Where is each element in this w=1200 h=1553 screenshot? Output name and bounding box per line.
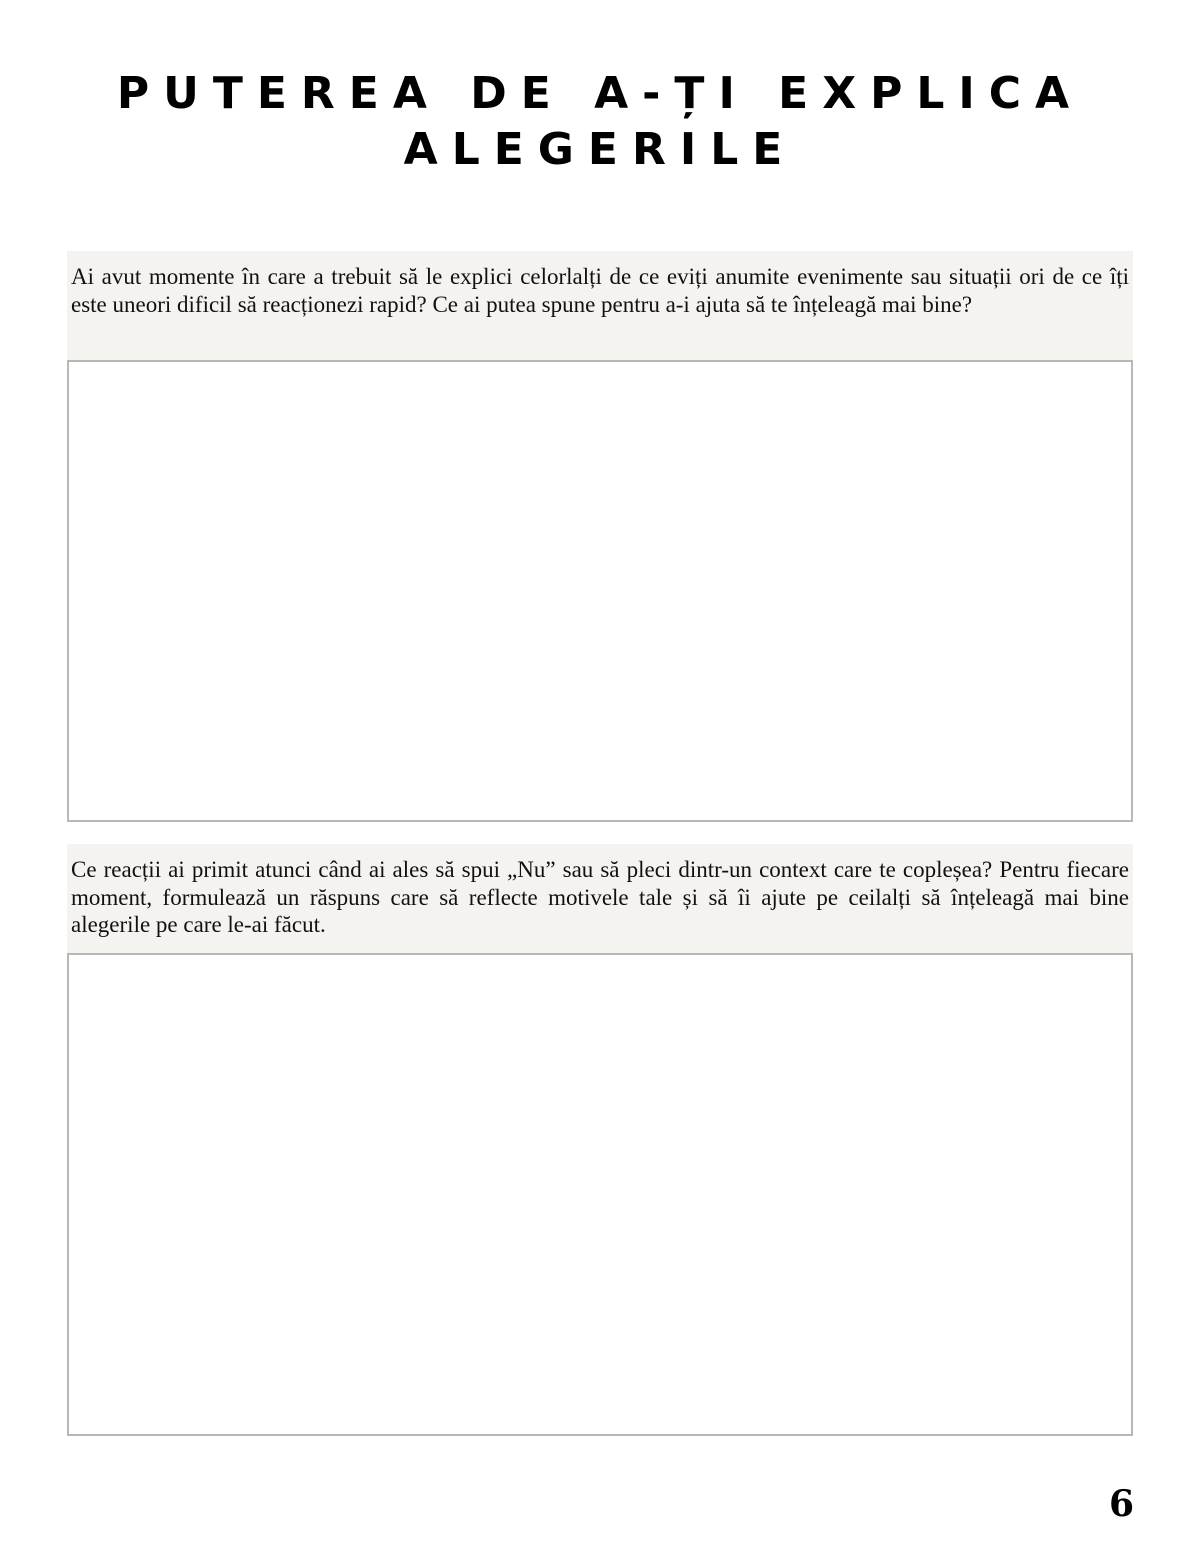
question-text-2: Ce reacții ai primit atunci când ai ales să spui „Nu” sau să pleci dintr-un context care te copleșea? Pentru fiecare moment, formulează un răspuns care să reflecte motivele tale și să îi ajute pe ceilalți să înțeleagă mai bine alegerile pe care le-ai făcut.: [71, 857, 1129, 937]
page-title: PUTEREA DE A-ȚI EXPLICA ALEGERILE: [116, 68, 1084, 175]
question-prompt-1: [67, 251, 1133, 360]
question-text-1: Ai avut momente în care a trebuit să le explici celorlalți de ce eviți anumite evenimente sau situații ori de ce îți este uneori dificil să reacționezi rapid? Ce ai putea spune pentru a-i ajuta să te înțeleagă mai bine?: [71, 264, 1129, 317]
question-prompt-2: [67, 844, 1133, 953]
answer-box-1[interactable]: [67, 360, 1133, 822]
answer-box-2[interactable]: [67, 953, 1133, 1436]
page-number: 6: [1108, 1483, 1134, 1525]
